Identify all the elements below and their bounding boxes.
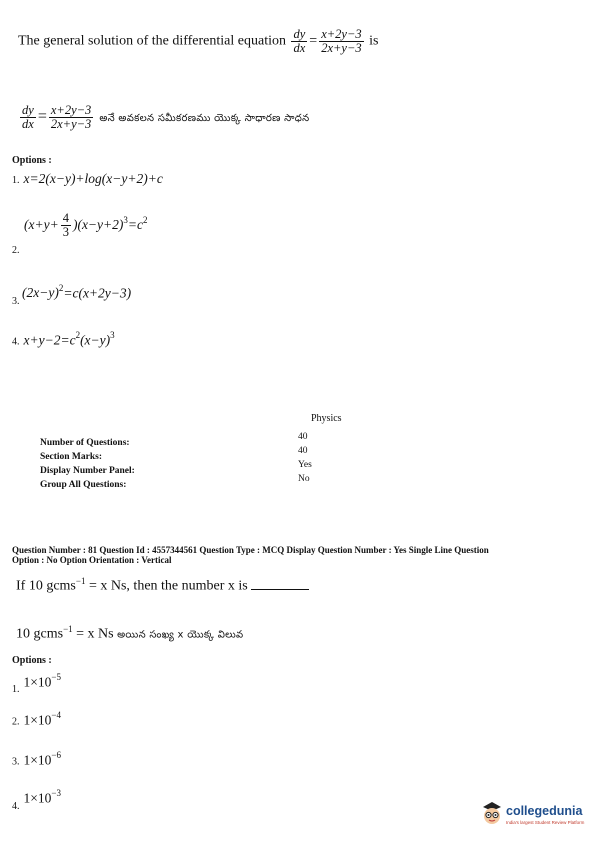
q1-stem-prefix: The general solution of the differential equation bbox=[18, 33, 286, 49]
section-row: Group All Questions: No bbox=[40, 474, 310, 490]
section-row: Number of Questions: 40 bbox=[40, 432, 308, 448]
q1-option-3-number: 3. bbox=[12, 296, 20, 307]
option-number: 1. bbox=[12, 175, 20, 186]
q2-option-1[interactable] bbox=[12, 672, 61, 696]
option-exp: −6 bbox=[51, 750, 61, 760]
q2-option-3[interactable] bbox=[12, 750, 61, 769]
section-row: Display Number Panel: Yes bbox=[40, 460, 312, 476]
collegedunia-logo bbox=[480, 800, 590, 832]
option-text: 1×10 bbox=[23, 790, 52, 806]
q1-lhs-fraction: $\frac{dy}{dx}$ bbox=[293, 27, 306, 55]
mascot-icon bbox=[480, 800, 504, 828]
q2-option-2[interactable] bbox=[12, 710, 61, 729]
q1-option-3[interactable] bbox=[12, 283, 131, 302]
option-exp: −4 bbox=[51, 710, 61, 720]
option-text-a: (x+y+ bbox=[24, 217, 59, 233]
option-text: x=2(x−y)+log(x−y+2)+c bbox=[23, 171, 163, 186]
answer-blank bbox=[251, 578, 309, 590]
q1-telugu-text: అనే అవకలన సమీకరణము యొక్క సాధారణ సాధన bbox=[99, 113, 310, 125]
option-exp2: 2 bbox=[143, 214, 148, 225]
option-number: 3. bbox=[12, 756, 20, 768]
q1-stem-suffix: is bbox=[369, 33, 379, 49]
option-text-b: (x−y) bbox=[80, 332, 111, 348]
option-text: 1×10 bbox=[23, 752, 52, 768]
q1-option-1[interactable] bbox=[12, 170, 163, 188]
q1-telugu-rhs-fraction: $\frac{x+2y-3}{2x+y-3}$ bbox=[50, 103, 92, 131]
option-text-b: )(x−y+2) bbox=[72, 217, 124, 233]
q2-option-4[interactable] bbox=[12, 788, 61, 813]
option-exp: −5 bbox=[51, 672, 61, 682]
option-text-c: =c bbox=[127, 217, 144, 233]
option-text: 1×10 bbox=[23, 674, 52, 690]
section-row: Section Marks: 40 bbox=[40, 446, 308, 462]
q1-option-4[interactable] bbox=[12, 330, 115, 349]
option-exp: 2 bbox=[75, 330, 81, 340]
option-number: 4. bbox=[12, 336, 20, 348]
option-fraction: $\frac{4}{3}$ bbox=[62, 211, 69, 239]
option-exp: −3 bbox=[51, 788, 61, 798]
option-number: 4. bbox=[12, 801, 20, 813]
q1-option-2-number: 2. bbox=[12, 245, 20, 256]
section-title: Physics bbox=[311, 413, 342, 424]
option-text: 1×10 bbox=[23, 712, 52, 728]
q1-stem: The general solution of the differential equation $\frac{dy}{dx}$ = $\frac{x+2y-3}{2x+y-3}$ is bbox=[18, 27, 379, 55]
q1-telugu-lhs-fraction: $\frac{dy}{dx}$ bbox=[22, 103, 34, 131]
q1-telugu-line: $\frac{dy}{dx}$ = $\frac{x+2y-3}{2x+y-3}$ అనే అవకలన సమీకరణము యొక్క సాధారణ సాధన bbox=[22, 103, 310, 131]
q2-stem: If 10 gcms$^{-1}$ = x Ns, then the number x is bbox=[16, 576, 309, 595]
q2-header bbox=[12, 545, 587, 565]
option-text-a: (2x−y) bbox=[22, 285, 59, 301]
option-text-b: =c(x+2y−3) bbox=[63, 285, 132, 301]
q2-telugu-line: 10 gcms$^{-1}$ = x Ns అయిన సంఖ్య x యొక్క విలువ bbox=[16, 624, 244, 642]
section-info-table bbox=[40, 432, 340, 488]
option-exp2: 3 bbox=[110, 330, 115, 340]
q1-option-2[interactable] bbox=[12, 212, 148, 239]
option-exp: 2 bbox=[58, 283, 64, 293]
logo-wordmark: collegedunia bbox=[506, 804, 583, 818]
logo-tagline: India's largest Student Review Platform bbox=[506, 820, 585, 825]
q1-options-label: Options : bbox=[12, 155, 52, 166]
option-number: 2. bbox=[12, 716, 20, 728]
q2-options-label: Options : bbox=[12, 655, 52, 666]
q2-header-line2: Option : No Option Orientation : Vertical bbox=[12, 555, 172, 565]
q1-rhs-fraction: $\frac{x+2y-3}{2x+y-3}$ bbox=[321, 27, 362, 55]
q2-header-line1: Question Number : 81 Question Id : 4557344561 Question Type : MCQ Display Question Number : Yes Single Line Question bbox=[12, 545, 489, 555]
option-exp: 3 bbox=[123, 214, 128, 225]
option-number: 1. bbox=[12, 684, 20, 696]
option-text-a: x+y−2=c bbox=[23, 332, 76, 348]
